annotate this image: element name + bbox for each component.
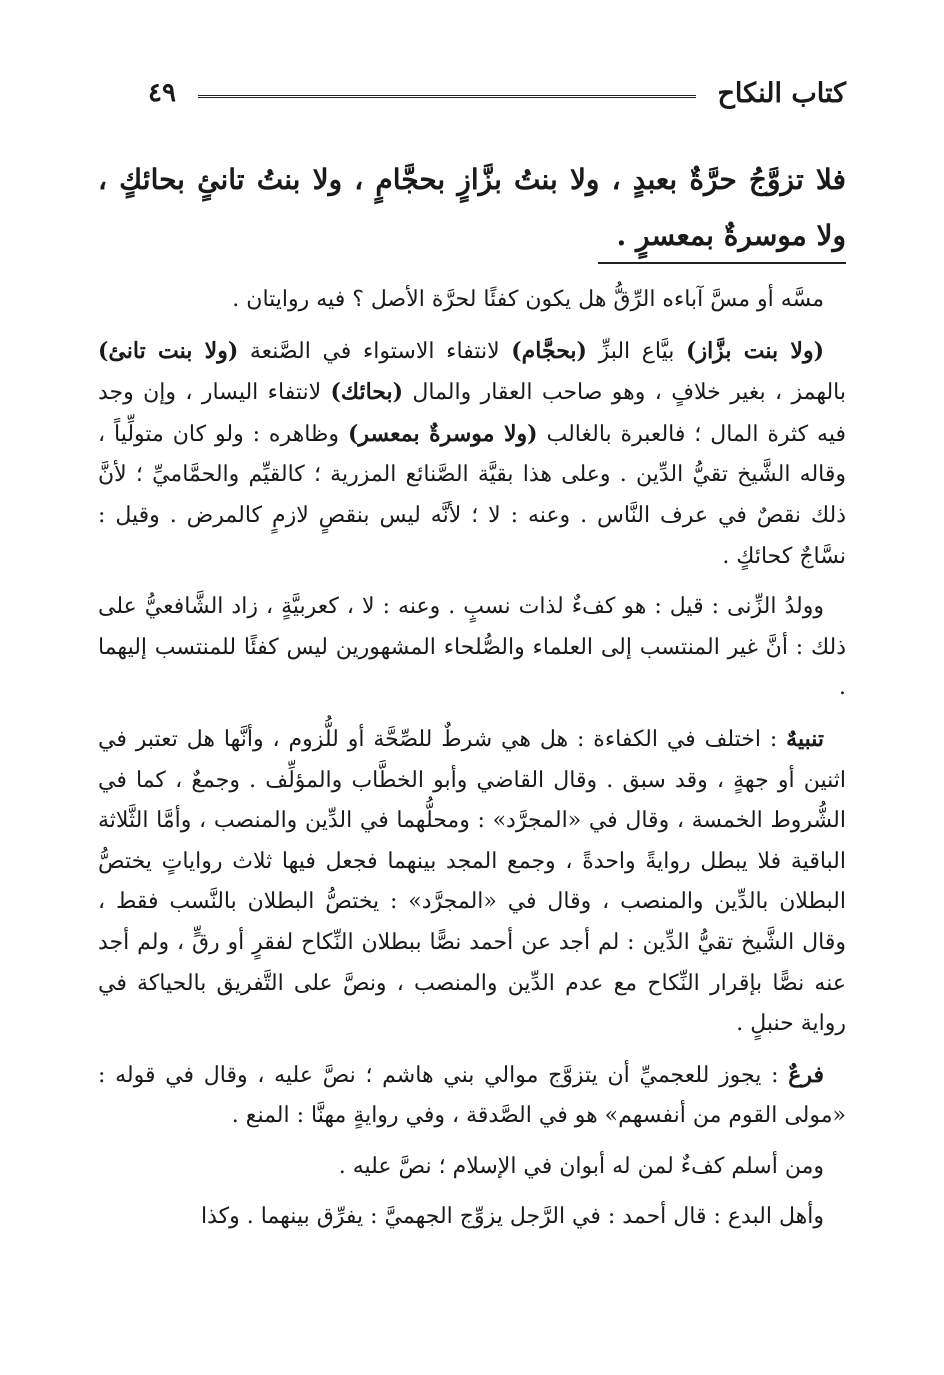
paragraph-text: لانتفاء اليسار ، وإن وجد فيه كثرة المال ؛ فالعبرة بالغالب [98, 380, 846, 447]
commentary-paragraph-4 [98, 719, 846, 1045]
paragraph-text: بالهمز ، بغير خلافٍ ، وهو صاحب العقار والمال [403, 380, 847, 406]
header-rule [198, 95, 696, 98]
chapter-title: كتاب النكاح [717, 77, 846, 109]
commentary-paragraph-5 [98, 1055, 846, 1137]
quoted-term: (ولا بنت تانئ) [98, 337, 239, 364]
quoted-term: (ولا موسرةٌ بمعسر) [347, 420, 538, 447]
quoted-term: (بحائك) [330, 379, 404, 406]
commentary [98, 280, 846, 1248]
commentary-paragraph-1: مسَّه أو مسَّ آباءه الرِّقُّ هل يكون كفئًا لحرَّة الأصل ؟ فيه روايتان . [232, 287, 824, 312]
quoted-term: (ولا بنت بزَّاز) [686, 337, 824, 364]
paragraph-text: : اختلف في الكفاءة : هل هي شرطٌ للصِّحَّة أو للُّزوم ، وأنَّها هل تعتبر في اثنين أو جهةٍ ، وقد سبق . وقال القاضي وأبو الخطَّاب والمؤلِّف . وجمعٌ ، كما في الشُّروط الخمسة ، وقال في «المجرَّد» : ومحلُّهما في الدِّين والمنصب ، وأمَّا الثَّلاثة الباقية فلا يبطل روايةً واحدةً ، وجمع المجد بينهما فجعل فيها ثلاث رواياتٍ يختصُّ البطلان بالدِّين والمنصب ، وقال في «المجرَّد» : يختصُّ البطلان بالنَّسب فقط ، وقال الشَّيخ تقيُّ الدِّين : لم أجد عن أحمد نصًّا ببطلان النِّكاح لفقرٍ أو رقٍّ ، ولم أجد عنه نصًّا بإقرار النِّكاح مع عدم الدِّين والمنصب ، ونصَّ على التَّفريق بالحياكة في رواية حنبلٍ . [98, 726, 846, 1037]
commentary-paragraph-7: وأهل البدع : قال أحمد : في الرَّجل يزوِّج الجهميَّ : يفرِّق بينهما . وكذا [201, 1204, 824, 1230]
running-header [148, 68, 846, 118]
commentary-paragraph-3: وولدُ الزِّنى : قيل : هو كفءٌ لذات نسبٍ . وعنه : لا ، كعربيَّةٍ ، زاد الشَّافعيُّ على ذلك : أنَّ غير المنتسب إلى العلماء والصُّلحاء المشهورين ليس كفئًا للمنتسب إليهما . [98, 594, 846, 701]
page-number: ٤٩ [148, 78, 176, 108]
paragraph-text: بيَّاع البزِّ [586, 338, 687, 364]
paragraph-text: وظاهره : ولو كان متولِّياً ، وقاله الشَّيخ تقيُّ الدِّين . وعلى هذا بقيَّة الصَّنائع المزرية ؛ كالقيِّم والحمَّاميِّ ؛ لأنَّ ذلك نقصٌ في عرف النَّاس . وعنه : لا ؛ لأنَّه ليس بنقصٍ لازمٍ كالمرض . وقيل : نسَّاجٌ كحائكٍ . [98, 421, 846, 569]
commentary-paragraph-2 [98, 331, 846, 578]
quoted-term: (بحجَّام) [511, 337, 587, 364]
main-text: فلا تزوَّجُ حرَّةٌ بعبدٍ ، ولا بنتُ بزَّازٍ بحجَّامٍ ، ولا بنتُ تانئٍ بحائكٍ ، ولا موسرةٌ بمعسرٍ . [98, 163, 846, 252]
note-heading: فرعٌ [788, 1061, 824, 1088]
note-heading: تنبيهٌ [786, 725, 824, 752]
footnote-separator [598, 262, 846, 264]
paragraph-text: : يجوز للعجميِّ أن يتزوَّج موالي بني هاشم ؛ نصَّ عليه ، وقال في قوله : «مولى القوم من أنفسهم» هو في الصَّدقة ، وفي روايةٍ مهنَّا : المنع . [98, 1062, 846, 1129]
commentary-paragraph-6: ومن أسلم كفءٌ لمن له أبوان في الإسلام ؛ نصَّ عليه . [338, 1153, 824, 1179]
paragraph-text: لانتفاء الاستواء في الصَّنعة [238, 338, 512, 364]
